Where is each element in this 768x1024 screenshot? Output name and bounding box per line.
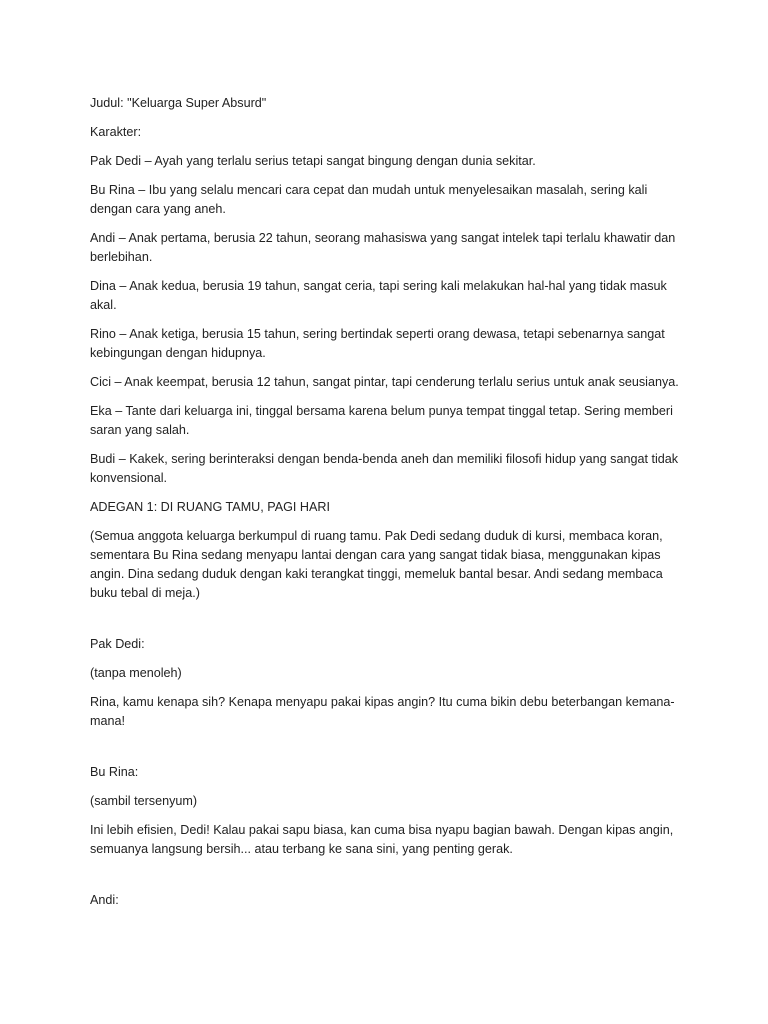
character-eka: Eka – Tante dari keluarga ini, tinggal bersama karena belum punya tempat tinggal tetap. Sering memberi saran yang salah. [90,404,673,437]
character-andi: Andi – Anak pertama, berusia 22 tahun, seorang mahasiswa yang sangat intelek tapi terlalu khawatir dan berlebihan. [90,231,676,264]
character-pak-dedi: Pak Dedi – Ayah yang terlalu serius tetapi sangat bingung dengan dunia sekitar. [90,154,536,168]
dialogue-line: Rina, kamu kenapa sih? Kenapa menyapu pakai kipas angin? Itu cuma bikin debu beterbangan kemana-mana! [90,695,675,728]
scene-heading: ADEGAN 1: DI RUANG TAMU, PAGI HARI [90,500,331,514]
dialogue-speaker: Andi: [90,893,119,907]
dialogue-speaker: Pak Dedi: [90,637,145,651]
character-cici: Cici – Anak keempat, berusia 12 tahun, sangat pintar, tapi cenderung terlalu serius untuk anak seusianya. [90,375,679,389]
scene-description: (Semua anggota keluarga berkumpul di ruang tamu. Pak Dedi sedang duduk di kursi, membaca koran, sementara Bu Rina sedang menyapu lantai dengan cara yang sangat tidak biasa, menggunakan kipas angin. Dina sedang duduk dengan kaki terangkat tinggi, memeluk bantal besar. Andi sedang membaca buku tebal di meja.) [90,529,663,600]
dialogue-speaker: Bu Rina: [90,765,139,779]
character-budi: Budi – Kakek, sering berinteraksi dengan benda-benda aneh dan memiliki filosofi hidup yang sangat tidak konvensional. [90,452,679,485]
document-title-line: Judul: "Keluarga Super Absurd" [90,96,267,110]
characters-heading: Karakter: [90,125,142,139]
dialogue-direction: (tanpa menoleh) [90,666,182,680]
dialogue-line: Ini lebih efisien, Dedi! Kalau pakai sapu biasa, kan cuma bisa nyapu bagian bawah. Dengan kipas angin, semuanya langsung bersih... atau terbang ke sana sini, yang penting gerak. [90,823,674,856]
character-dina: Dina – Anak kedua, berusia 19 tahun, sangat ceria, tapi sering kali melakukan hal-hal yang tidak masuk akal. [90,279,667,312]
character-rino: Rino – Anak ketiga, berusia 15 tahun, sering bertindak seperti orang dewasa, tetapi sebenarnya sangat kebingungan dengan hidupnya. [90,327,665,360]
character-bu-rina: Bu Rina – Ibu yang selalu mencari cara cepat dan mudah untuk menyelesaikan masalah, sering kali dengan cara yang aneh. [90,183,648,216]
document-page [90,94,690,920]
dialogue-direction: (sambil tersenyum) [90,794,198,808]
